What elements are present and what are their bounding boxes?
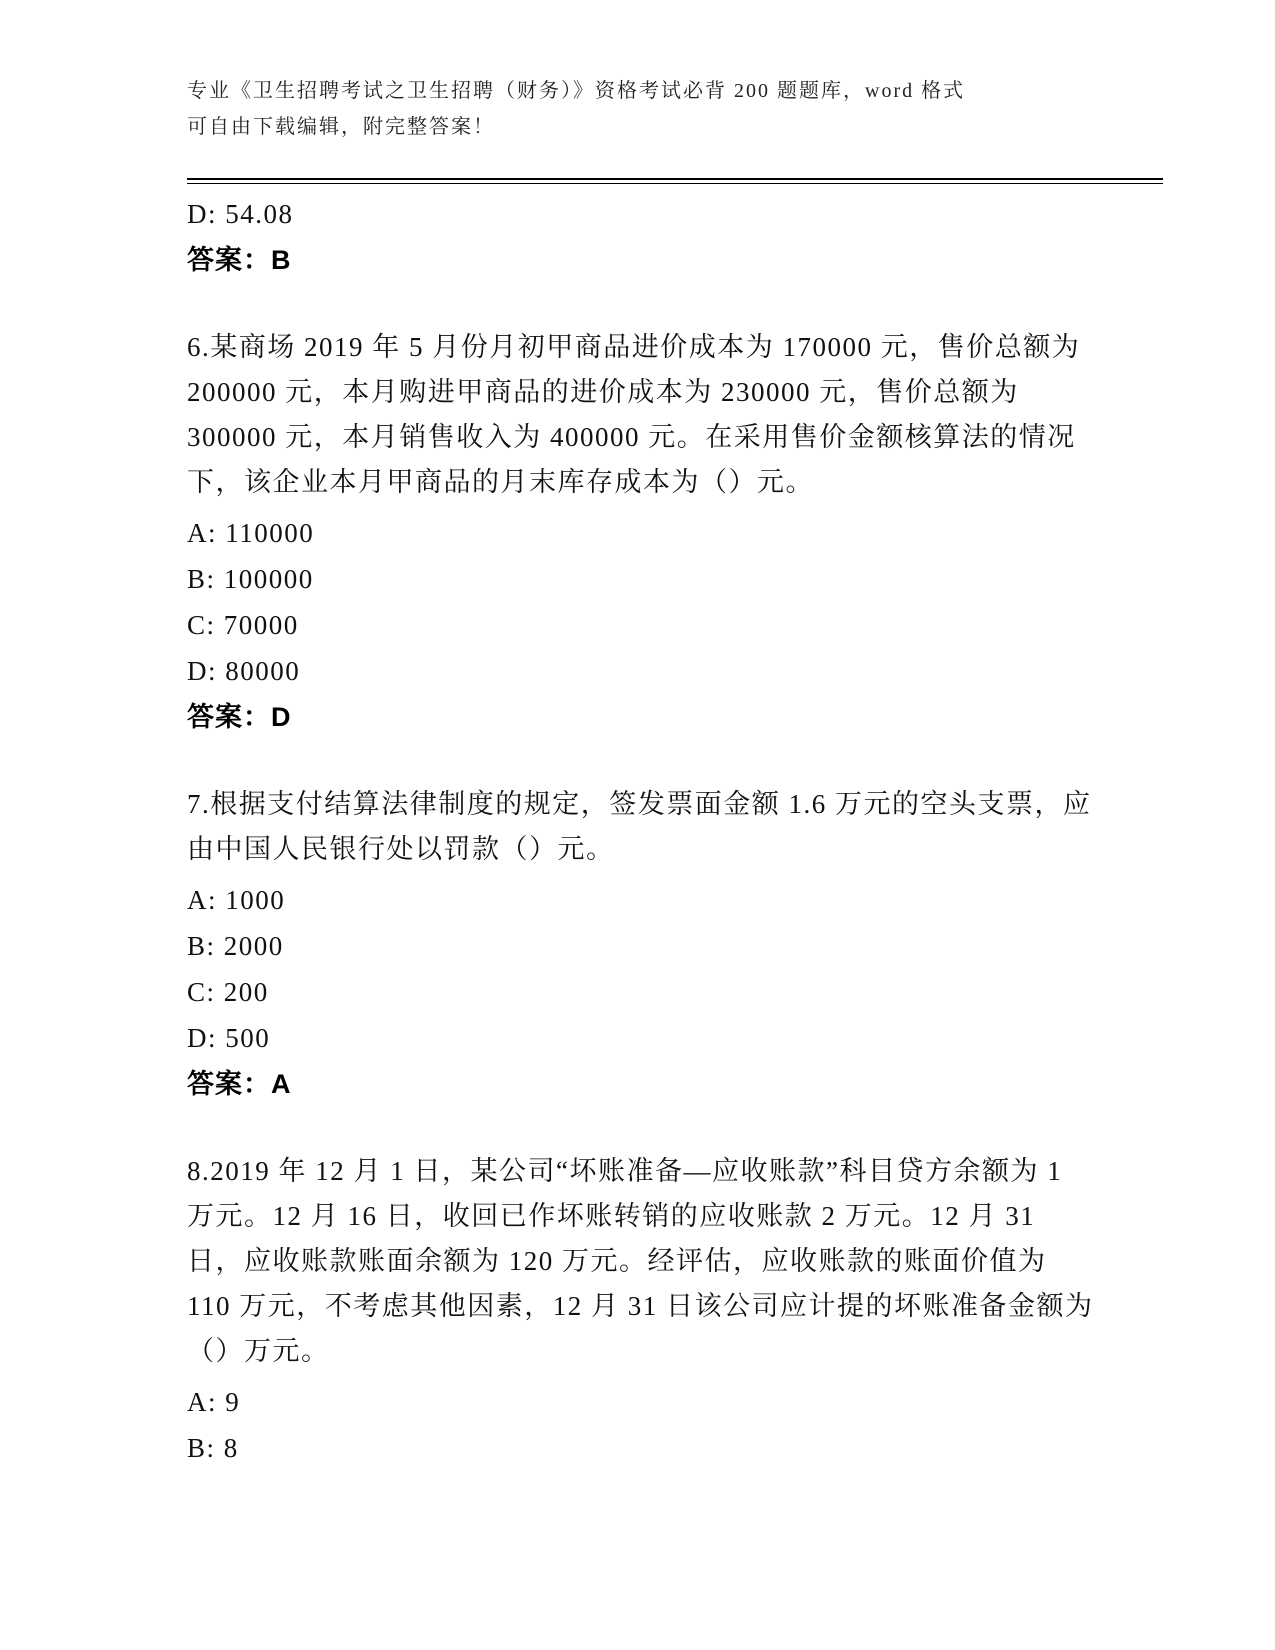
- option-row: B: 8: [187, 1433, 239, 1463]
- question-8: [187, 1149, 1095, 1471]
- document-body: [187, 192, 1095, 1471]
- page-header: [187, 73, 1127, 145]
- options-list: [187, 878, 1095, 1061]
- question-6: [187, 325, 1095, 740]
- answer-row: 答案：A: [187, 1069, 292, 1099]
- question-stem: 8.2019 年 12 月 1 日，某公司“坏账准备—应收账款”科目贷方余额为 1 万元。12 月 16 日，收回已作坏账转销的应收账款 2 万元。12 月 31 日，应收账款账面余额为 120 万元。经评估，应收账款的账面价值为 110 万元，不考虑其他因素，12 月 31 日该公司应计提的坏账准备金额为（）万元。: [187, 1156, 1094, 1366]
- option-row: C: 200: [187, 977, 269, 1007]
- question-stem: 6.某商场 2019 年 5 月份月初甲商品进价成本为 170000 元，售价总额为 200000 元，本月购进甲商品的进价成本为 230000 元，售价总额为 300000 元，本月销售收入为 400000 元。在采用售价金额核算法的情况下，该企业本月甲商品的月末库存成本为（）元。: [187, 332, 1081, 497]
- option-row: D: 80000: [187, 656, 301, 686]
- question-stem: 7.根据支付结算法律制度的规定，签发票面金额 1.6 万元的空头支票，应由中国人民银行处以罚款（）元。: [187, 789, 1092, 864]
- options-list: [187, 511, 1095, 694]
- option-row: B: 2000: [187, 931, 284, 961]
- question-7: [187, 782, 1095, 1107]
- option-row: A: 1000: [187, 885, 286, 915]
- option-row: B: 100000: [187, 564, 314, 594]
- answer-row: 答案：B: [187, 245, 292, 275]
- option-row: A: 9: [187, 1387, 241, 1417]
- options-list: [187, 1380, 1095, 1471]
- answer-row: 答案：D: [187, 702, 292, 732]
- header-double-rule: [187, 178, 1163, 184]
- option-row: C: 70000: [187, 610, 299, 640]
- header-line-2: 可自由下载编辑，附完整答案！: [187, 116, 495, 138]
- option-row: D: 54.08: [187, 199, 294, 229]
- header-line-1: 专业《卫生招聘考试之卫生招聘（财务）》资格考试必背 200 题题库，word 格式: [187, 80, 966, 102]
- option-row: D: 500: [187, 1023, 271, 1053]
- option-row: A: 110000: [187, 518, 315, 548]
